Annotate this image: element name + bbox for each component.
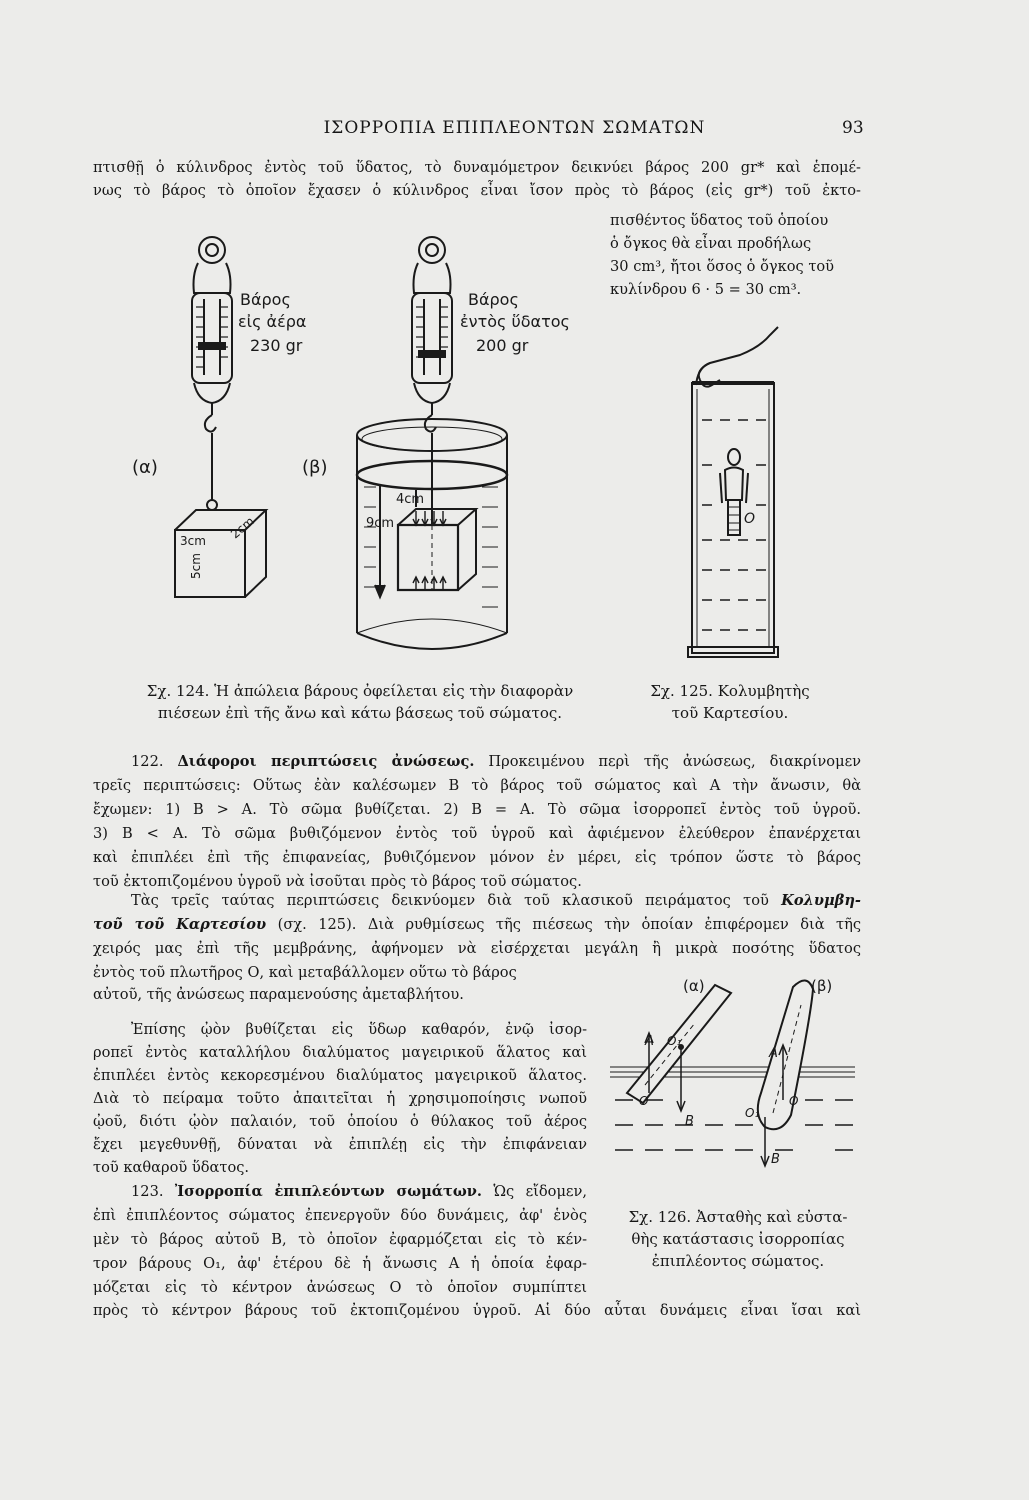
tube	[692, 383, 774, 653]
diver-label-o: O	[744, 511, 756, 527]
section-123-title: Ἰσορροπία ἐπιπλεόντων σωμάτων.	[174, 1183, 482, 1200]
fig124-caption-2: πιέσεων ἐπὶ τῆς ἄνω καὶ κάτω βάσεως τοῦ σώματος.	[157, 704, 563, 722]
fig126a-center-o: O	[639, 1094, 649, 1108]
hand	[699, 327, 778, 380]
section-122-number: 122.	[131, 753, 164, 770]
cartesian-diver-term-1: Κολυμβη-	[781, 892, 861, 909]
scale-b-ring	[419, 237, 445, 263]
fig126b-center-o: O	[789, 1094, 799, 1108]
section-122-line-5: καὶ ἐπιπλέει ἐπὶ τῆς ἐπιφανείας, βυθιζόμενον μόνον ἐν μέρει, εἰς τρόπον ὥστε τὸ βάρος	[93, 849, 861, 866]
section-122-para3-line-5: ᾠοῦ, διότι ᾠὸν παλαιόν, τοῦ ὁποίου ὁ θύλακος τοῦ ἀέρος	[93, 1113, 587, 1130]
fig125-caption-1: Σχ. 125. Κολυμβητὴς	[650, 682, 810, 700]
section-122-para3-line-6: ἔχει μεγεθυνθῇ, δύναται νὰ ἐπιπλέῃ εἰς τὴν ἐπιφάνειαν	[93, 1136, 587, 1153]
section-122-line-2: τρεῖς περιπτώσεις: Οὕτως ἐὰν καλέσωμεν Β τὸ βάρος τοῦ σώματος καὶ Α τὴν ἄνωσιν, θὰ	[93, 777, 861, 794]
intro-side-line-3: 30 cm³, ἤτοι ὅσος ὁ ὄγκος τοῦ	[610, 258, 835, 275]
fig124-label-a: (α)	[132, 457, 158, 478]
dim-9cm: 9cm	[366, 516, 395, 531]
dim-2cm: 2cm	[228, 513, 257, 542]
fig126b-buoyancy-a: A	[769, 1046, 778, 1061]
figure-124-drawing	[120, 225, 570, 675]
diver-head	[728, 449, 740, 465]
section-122-line1-rest: Προκειμένου περὶ τῆς ἀνώσεως, διακρίνομεν	[488, 753, 862, 770]
fig126a-weight-b: B	[685, 1114, 694, 1129]
air-weight-label: Βάρος	[240, 290, 291, 309]
section-123-line-6: πρὸς τὸ κέντρον βάρους τοῦ ἐκτοπιζομένου ὑγροῦ. Αἱ δύο αὗται δυνάμεις εἶναι ἴσαι καὶ	[93, 1302, 861, 1319]
section-123-line-3: μὲν τὸ βάρος αὐτοῦ Β, τὸ ὁποῖον ἐφαρμόζεται εἰς τὸ κέν-	[93, 1231, 587, 1248]
section-123-line-2: ἐπὶ ἐπιπλέοντος σώματος ἐπενεργοῦν δύο δυνάμεις, ἀφ' ἑνὸς	[93, 1207, 587, 1224]
section-122-para2-line-4: ἐντὸς τοῦ πλωτῆρος Ο, καὶ μεταβάλλομεν οὕτω τὸ βάρος	[93, 964, 517, 981]
running-header: ΙΣΟΡΡΟΠΙΑ ΕΠΙΠΛΕΟΝΤΩΝ ΣΩΜΑΤΩΝ	[323, 118, 706, 138]
fig124-caption-1: Σχ. 124. Ἡ ἀπώλεια βάρους ὀφείλεται εἰς τὴν διαφορὰν	[146, 682, 574, 700]
section-122-line-3: ἔχωμεν: 1) Β > Α. Τὸ σῶμα βυθίζεται. 2) Β = Α. Τὸ σῶμα ἰσορροπεῖ ἐντὸς τοῦ ὑγροῦ.	[93, 801, 861, 818]
section-122-para2-line-3: χειρός μας ἐπὶ τῆς μεμβράνης, ἀφήνομεν νὰ εἰσέρχεται μεγάλη ἢ μικρὰ ποσότης ὕδατος	[93, 940, 861, 957]
section-122-heading-line	[131, 752, 861, 772]
intro-side-line-1: πισθέντος ὕδατος τοῦ ὁποίου	[610, 212, 829, 229]
scale-a-ring	[199, 237, 225, 263]
section-122-para2-line-2	[93, 915, 861, 935]
section-123-number: 123.	[131, 1183, 164, 1200]
section-122-para3-line-1: Ἐπίσης ᾠὸν βυθίζεται εἰς ὕδωρ καθαρόν, ἐνῷ ἰσορ-	[131, 1021, 587, 1038]
fig125-caption-2: τοῦ Καρτεσίου.	[671, 704, 789, 722]
fig126b-weight-b: B	[771, 1152, 780, 1167]
water-weight-value: 200 gr	[476, 336, 529, 355]
dim-4cm: 4cm	[396, 492, 425, 507]
floating-drop-b	[758, 980, 813, 1129]
figure-125-drawing	[670, 325, 810, 665]
page-number: 93	[842, 118, 864, 138]
fig126-label-a: (α)	[683, 977, 705, 995]
section-122-para3-line-7: τοῦ καθαροῦ ὕδατος.	[93, 1159, 250, 1176]
section-122-para2-line-5: αὐτοῦ, τῆς ἀνώσεως παραμενούσης ἀμεταβλήτου.	[93, 986, 464, 1003]
dim-3cm: 3cm	[180, 534, 206, 548]
fig126-caption-2: θὴς κατάστασις ἰσορροπίας	[631, 1230, 845, 1248]
figure-126-drawing	[605, 975, 865, 1175]
intro-side-line-2: ὁ ὄγκος θὰ εἶναι προδήλως	[610, 235, 812, 252]
air-weight-sub: εἰς ἀέρα	[238, 312, 307, 331]
section-122-para3-line-2: ροπεῖ ἐντὸς καταλλήλου διαλύματος μαγειρικοῦ ἅλατος καὶ	[93, 1044, 587, 1061]
fig126b-center-o1: O₁	[745, 1106, 760, 1120]
section-122-para2-line-1	[131, 891, 861, 911]
fig126-caption-1: Σχ. 126. Ἀσταθὴς καὶ εὐστα-	[628, 1208, 848, 1226]
fig126a-center-o1: O₁	[667, 1034, 682, 1048]
cartesian-diver-term-2: τοῦ τοῦ Καρτεσίου	[93, 916, 267, 933]
section-123-line-5: μόζεται εἰς τὸ κέντρον ἀνώσεως Ο τὸ ὁποῖον συμπίπτει	[93, 1279, 587, 1296]
section-122-para3-line-4: Διὰ τὸ πείραμα τοῦτο ἀπαιτεῖται ἡ χρησιμοποίησις νωποῦ	[93, 1090, 587, 1107]
fig126-label-b: (β)	[811, 977, 833, 995]
intro-line-2: νως τὸ βάρος τὸ ὁποῖον ἔχασεν ὁ κύλινδρος εἶναι ἴσον πρὸς τὸ βάρος (εἰς gr*) τοῦ ἐκτο-	[93, 182, 861, 199]
air-weight-value: 230 gr	[250, 336, 303, 355]
section-122-line-4: 3) Β < Α. Τὸ σῶμα βυθιζόμενον ἐντὸς τοῦ ὑγροῦ καὶ ἀφιέμενον ἐλεύθερον ἐπανέρχεται	[93, 825, 861, 842]
section-123-heading-line	[131, 1182, 587, 1202]
para2-line2-text: (σχ. 125). Διὰ ρυθμίσεως τῆς πιέσεως τὴν ὁποίαν ἐπιφέρομεν διὰ τῆς	[277, 916, 862, 933]
water-weight-sub: ἐντὸς ὕδατος	[460, 312, 570, 331]
diver-body	[725, 468, 743, 501]
section-122-title: Διάφοροι περιπτώσεις ἀνώσεως.	[177, 753, 475, 770]
section-122-line-6: τοῦ ἐκτοπιζομένου ὑγροῦ νὰ ἰσοῦται πρὸς τὸ βάρος τοῦ σώματος.	[93, 873, 582, 890]
dim-5cm: 5cm	[189, 553, 203, 579]
intro-line-1: πτισθῇ ὁ κύλινδρος ἐντὸς τοῦ ὕδατος, τὸ δυναμόμετρον δεικνύει βάρος 200 gr* καὶ ἑπομέ-	[93, 159, 861, 176]
section-123-line-4: τρον βάρους Ο₁, ἀφ' ἑτέρου δὲ ἡ ἄνωσις Α ἡ ὁποία ἐφαρ-	[93, 1255, 587, 1272]
fig126a-buoyancy-a: A	[645, 1034, 654, 1049]
section-123-line1-rest: Ὡς εἴδομεν,	[493, 1183, 587, 1200]
intro-side-line-4: κυλίνδρου 6 · 5 = 30 cm³.	[610, 281, 802, 298]
water-weight-label: Βάρος	[468, 290, 519, 309]
para2-line1-text: Τὰς τρεῖς ταύτας περιπτώσεις δεικνύομεν διὰ τοῦ κλασικοῦ πειράματος τοῦ	[131, 892, 769, 909]
fig124-label-b: (β)	[302, 457, 328, 478]
fig126-caption-3: ἐπιπλέοντος σώματος.	[651, 1252, 825, 1270]
section-122-para3-line-3: ἐπιπλέει ἐντὸς κεκορεσμένου διαλύματος μαγειρικοῦ ἅλατος.	[93, 1067, 587, 1084]
